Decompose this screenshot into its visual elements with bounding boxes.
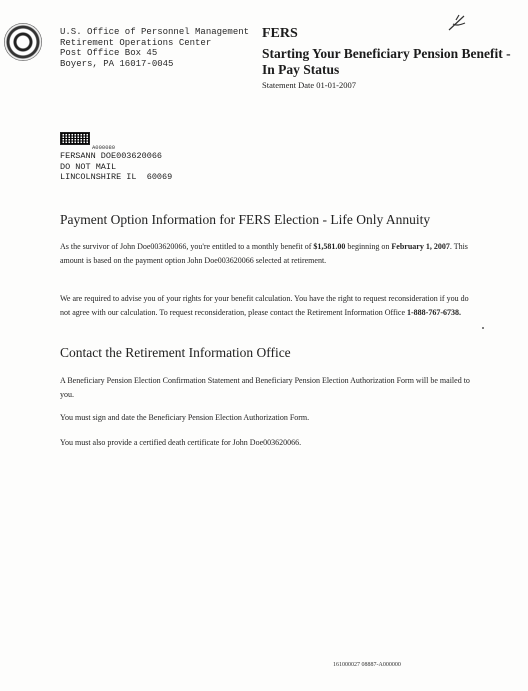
sender-line: Post Office Box 45	[60, 48, 158, 58]
document-title: Starting Your Beneficiary Pension Benefit - In Pay Status	[262, 46, 511, 77]
text: beginning on	[345, 242, 392, 251]
recipient-line: DO NOT MAIL	[60, 161, 117, 172]
handwritten-mark-icon	[446, 12, 468, 34]
sender-line: U.S. Office of Personnel Management	[60, 27, 250, 37]
section-heading-payment-option: Payment Option Information for FERS Election - Life Only Annuity	[60, 212, 431, 227]
paragraph-reconsideration	[60, 292, 480, 320]
text: . This amount is based on the payment option John Doe003620066 selected at retirement.	[60, 242, 468, 265]
benefit-start-date: February 1, 2007	[391, 242, 450, 251]
section-heading-contact-office: Contact the Retirement Information Office	[60, 345, 291, 360]
paragraph-benefit-amount	[60, 240, 480, 268]
statement-date: Statement Date 01-01-2007	[262, 80, 356, 90]
sender-line: Retirement Operations Center	[60, 37, 212, 48]
recipient-line: FERSANN DOE003620066	[60, 151, 163, 161]
sender-line: Boyers, PA 16017-0045	[60, 58, 174, 69]
recipient-code: A000080	[92, 144, 116, 151]
barcode-2d	[60, 132, 90, 145]
program-name: FERS	[262, 26, 298, 41]
recipient-line: LINCOLNSHIRE IL 60069	[60, 172, 173, 182]
text: As the survivor of John Doe003620066, you're entitled to a monthly benefit of	[60, 242, 314, 251]
sender-address	[60, 27, 249, 69]
opm-seal-logo	[4, 23, 42, 61]
benefit-amount: $1,581.00	[313, 242, 346, 251]
phone-number: 1-888-767-6738.	[407, 308, 462, 317]
text: We are required to advise you of your rights for your benefit calculation. You have the right to request reconsideration if you do not agree with our calculation. To request reconsideration, please contact the Retirement Information Office	[60, 294, 469, 317]
paragraph-death-certificate: You must also provide a certified death certificate for John Doe003620066.	[60, 438, 302, 447]
recipient-address	[60, 151, 172, 183]
paragraph-sign-form: You must sign and date the Beneficiary Pension Election Authorization Form.	[60, 413, 310, 422]
scan-speck	[482, 327, 484, 329]
paragraph-mailed-forms: A Beneficiary Pension Election Confirmation Statement and Beneficiary Pension Election Authorization Form will be mailed to you.	[60, 376, 470, 399]
footer-document-code: 161000027 08887-A000000	[333, 662, 401, 668]
